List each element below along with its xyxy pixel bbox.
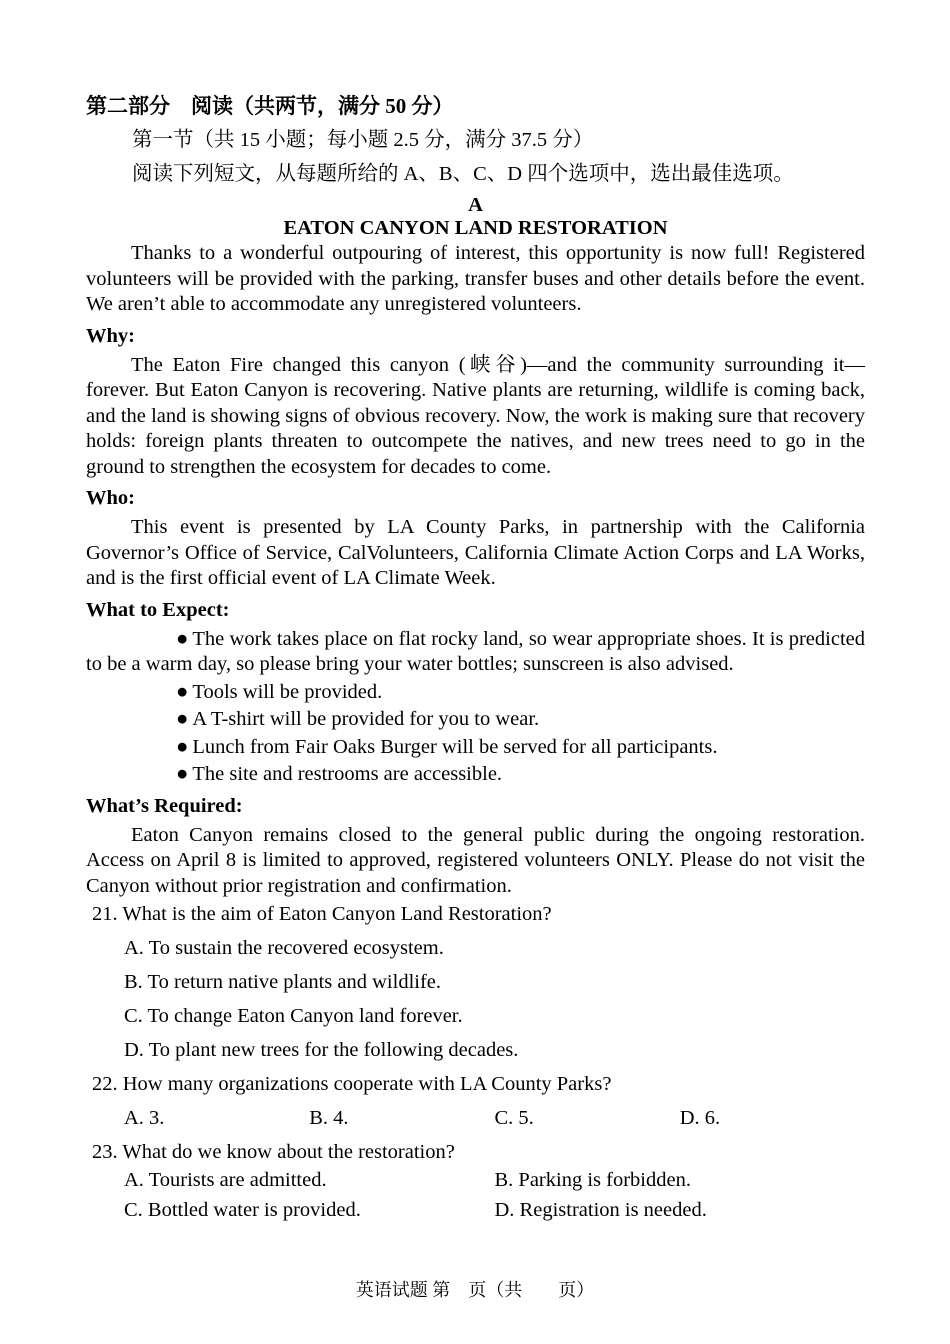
who-paragraph: This event is presented by LA County Parks, in partnership with the California Governor’s Office of Service, CalVolunteers, California Climate Action Corps and LA Works, and is the first official event of LA Climate Week. (86, 516, 865, 589)
intro-paragraph: Thanks to a wonderful outpouring of interest, this opportunity is now full! Registered volunteers will be provided with the parking, transfer buses and other details before the event. We aren’t able to accommodate any unregistered volunteers. (86, 242, 865, 315)
question-stem: 23. What do we know about the restoration? (92, 1141, 455, 1163)
list-item-text: Lunch from Fair Oaks Burger will be served for all participants. (192, 735, 718, 758)
bullet-icon: ● (176, 708, 189, 730)
options-row (124, 1197, 865, 1223)
bullet-icon: ● (176, 680, 189, 703)
option-b: B. 4. (309, 1107, 349, 1129)
question-22 (86, 1071, 865, 1131)
list-item-text: Tools will be provided. (192, 680, 383, 703)
bullet-icon: ● (176, 763, 189, 785)
exam-page (86, 92, 865, 1227)
required-paragraph: Eaton Canyon remains closed to the general public during the ongoing restoration. Access on April 8 is limited to approved, registered volunteers ONLY. Please do not visit the Canyon without prior registration and confirmation. (86, 823, 865, 897)
why-heading: Why: (86, 324, 135, 347)
list-item-text: A T-shirt will be provided for you to wear. (192, 708, 540, 730)
why-paragraph: The Eaton Fire changed this canyon (峡谷)—and the community surrounding it—forever. But Eaton Canyon is recovering. Native plants are returning, wildlife is coming back, and the land is showing signs of obvious recovery. Now, the work is making sure that recovery holds: foreign plants threaten to outcompete the natives, and new trees need to go in the ground to strengthen the ecosystem for decades to come. (86, 353, 865, 478)
option-d: D. To plant new trees for the following decades. (124, 1039, 519, 1061)
question-21 (86, 901, 865, 1063)
option-c: C. Bottled water is provided. (124, 1199, 361, 1221)
page-footer: 英语试题 第 页（共 页） (355, 1280, 595, 1300)
passage-title: EATON CANYON LAND RESTORATION (283, 217, 668, 239)
instruction: 阅读下列短文，从每题所给的 A、B、C、D 四个选项中，选出最佳选项。 (132, 163, 794, 185)
who-heading: Who: (86, 487, 135, 509)
list-item (86, 707, 865, 733)
list-item-text: The site and restrooms are accessible. (192, 763, 503, 785)
options-row (124, 1167, 865, 1193)
question-stem: 21. What is the aim of Eaton Canyon Land Restoration? (92, 903, 552, 925)
options-row (124, 1105, 865, 1131)
list-item (86, 762, 865, 788)
option-d: D. 6. (679, 1107, 721, 1129)
question-23 (86, 1139, 865, 1223)
option-a: A. To sustain the recovered ecosystem. (124, 937, 444, 959)
expect-list (86, 627, 865, 788)
passage-letter: A (468, 194, 483, 216)
list-item (86, 627, 865, 678)
option-c: C. 5. (494, 1107, 534, 1129)
section-info: 第一节（共 15 小题；每小题 2.5 分，满分 37.5 分） (132, 129, 594, 151)
bullet-icon: ● (176, 735, 189, 758)
option-b: B. Parking is forbidden. (494, 1169, 691, 1191)
list-item (86, 735, 865, 761)
bullet-icon: ● (176, 627, 189, 650)
option-a: A. Tourists are admitted. (124, 1169, 327, 1191)
question-stem: 22. How many organizations cooperate with LA County Parks? (92, 1073, 612, 1095)
option-a: A. 3. (124, 1107, 165, 1129)
required-heading: What’s Required: (86, 794, 243, 817)
option-b: B. To return native plants and wildlife. (124, 971, 442, 993)
list-item (86, 680, 865, 706)
option-d: D. Registration is needed. (494, 1199, 707, 1221)
option-c: C. To change Eaton Canyon land forever. (124, 1005, 463, 1027)
expect-heading: What to Expect: (86, 598, 230, 621)
part-title: 第二部分 阅读（共两节，满分 50 分） (86, 94, 454, 118)
list-item-text: The work takes place on flat rocky land, so wear appropriate shoes. It is predicted to be a warm day, so please bring your water bottles; sunscreen is also advised. (86, 627, 865, 675)
